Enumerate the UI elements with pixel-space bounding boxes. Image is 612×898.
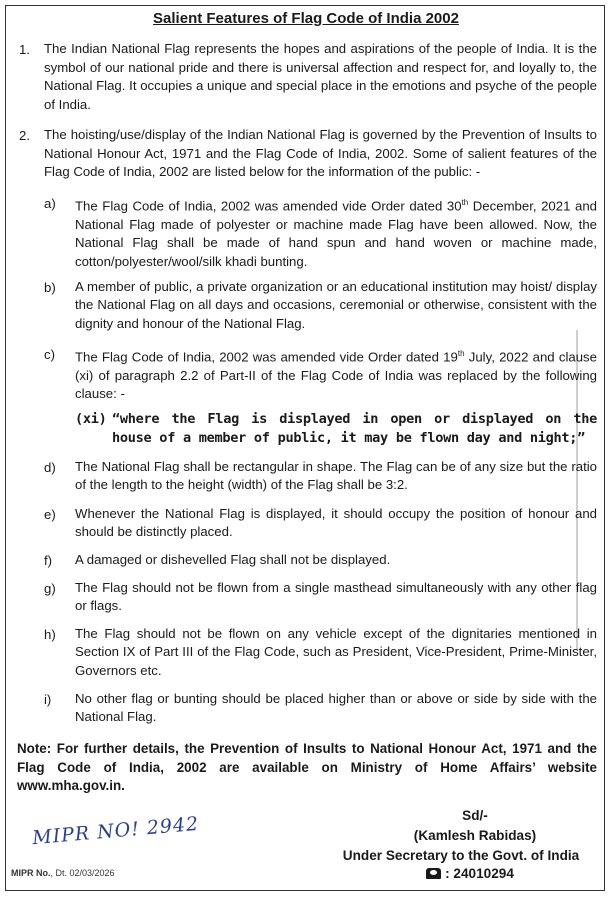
sub-text: The Flag Code of India, 2002 was amended vide Order dated 19th July, 2022 and clause (xi) of paragraph 2.2 of Part-II of the Flag Code of India was replaced by the following clause: - <box>75 349 597 402</box>
handwritten-number: MIPR NO! 2942 <box>31 812 200 850</box>
sub-text: The National Flag shall be rectangular in shape. The Flag can be of any size but the ratio of the length to the height (width) of the Flag shall be 3:2. <box>75 459 597 493</box>
sub-text: A damaged or dishevelled Flag shall not be displayed. <box>75 552 391 567</box>
sub-text: The Flag should not be flown on any vehicle except of the dignitaries mentioned in Section IX of Part III of the Flag Code, such as President, Vice-President, Prime-Minister, Governors etc. <box>75 626 597 678</box>
item-number: 1. <box>19 42 30 57</box>
sub-text: The Flag Code of India, 2002 was amended vide Order dated 30th December, 2021 and National Flag made of polyester or machine made Flag have been allowed. Now, the National Flag shall be made of hand spun and hand woven or machine made, cotton/polyester/wool/silk khadi bunting. <box>75 198 597 269</box>
signature-designation: Under Secretary to the Govt. of India <box>342 848 580 863</box>
page-title: Salient Features of Flag Code of India 2002 <box>153 10 459 27</box>
telephone-icon <box>426 868 441 879</box>
release-stamp: MIPR No., Dt. 02/03/2026 <box>11 868 115 878</box>
signature-sd: Sd/- <box>462 808 488 823</box>
clause-text: “where the Flag is displayed in open or displayed on the house of a member of public, it may be flown day and night;” <box>112 411 597 446</box>
sub-text: Whenever the National Flag is displayed, it should occupy the position of honour and should be distinctly placed. <box>75 506 597 540</box>
note-paragraph: Note: For further details, the Prevention of Insults to National Honour Act, 1971 and the Flag Code of India, 2002 are available on Ministry of Home Affairs’ website www.mha.gov.in. <box>17 741 597 794</box>
signature-name: (Kamlesh Rabidas) <box>413 828 537 843</box>
sub-label: a) <box>44 196 56 211</box>
item-text: The Indian National Flag represents the hopes and aspirations of the people of India. It is the symbol of our national pride and there is universal affection and respect for, and loyally to, the National Flag. It occupies a unique and special place in the emotions and psyche of the people of India. <box>44 41 597 112</box>
sub-label: b) <box>44 280 56 295</box>
item-number: 2. <box>19 128 30 143</box>
sub-label: g) <box>44 581 56 596</box>
sub-label: h) <box>44 627 56 642</box>
sub-text: The Flag should not be flown from a single masthead simultaneously with any other flag or flags. <box>75 580 597 614</box>
sub-text: A member of public, a private organization or an educational institution may hoist/ display the National Flag on all days and occasions, ceremonial or otherwise, consistent with the dignity and honour of the National Flag. <box>75 279 597 331</box>
item-text: The hoisting/use/display of the Indian National Flag is governed by the Prevention of Insults to National Honour Act, 1971 and the Flag Code of India, 2002. Some of salient features of the Flag Code of India, 2002 are listed below for the information of the public: - <box>44 127 597 180</box>
sub-label: c) <box>44 347 55 362</box>
clause-label: (xi) <box>75 411 107 427</box>
sub-label: f) <box>44 553 53 568</box>
sub-label: d) <box>44 460 56 475</box>
sub-label: i) <box>44 692 52 707</box>
sub-label: e) <box>44 507 56 522</box>
signature-phone: : 24010294 <box>370 866 570 881</box>
sub-text: No other flag or bunting should be placed higher than or above or side by side with the National Flag. <box>75 691 597 725</box>
